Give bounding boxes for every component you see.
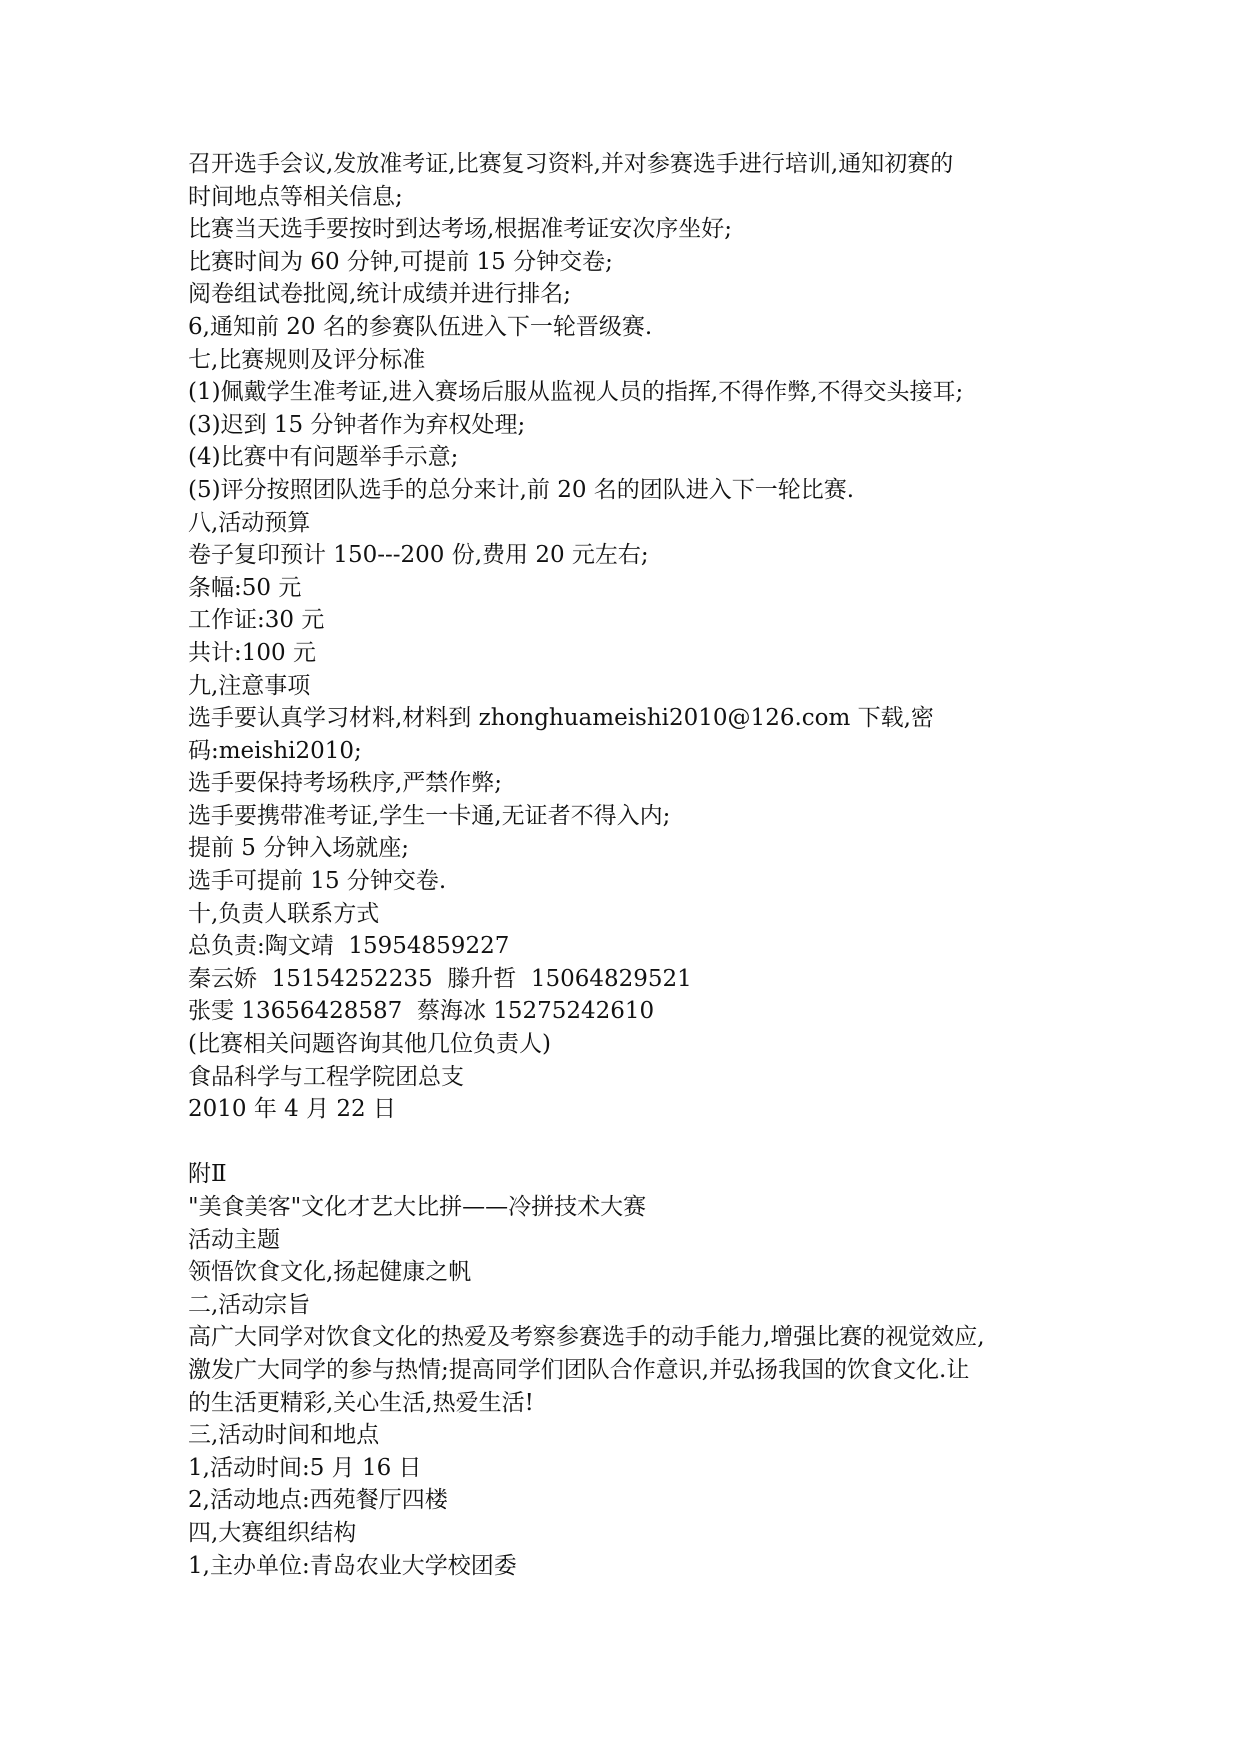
text-line: 码:meishi2010;	[188, 737, 362, 764]
text-line: 激发广大同学的参与热情;提高同学们团队合作意识,并弘扬我国的饮食文化.让	[188, 1356, 970, 1383]
section-heading: 七,比赛规则及评分标准	[188, 346, 426, 373]
text-line: 时间地点等相关信息;	[188, 183, 403, 210]
text-line: 工作证:30 元	[188, 607, 325, 634]
text-line: 选手要携带准考证,学生一卡通,无证者不得入内;	[188, 802, 671, 829]
text-line: 共计:100 元	[188, 639, 316, 666]
text-line: 提前 5 分钟入场就座;	[188, 835, 410, 862]
text-line: 1,主办单位:青岛农业大学校团委	[188, 1552, 517, 1579]
text-line: 召开选手会议,发放准考证,比赛复习资料,并对参赛选手进行培训,通知初赛的	[188, 151, 954, 177]
text-line: 卷子复印预计 150---200 份,费用 20 元左右;	[188, 542, 649, 569]
document-body	[188, 148, 1088, 1582]
text-line: 1,活动时间:5 月 16 日	[188, 1454, 422, 1481]
text-line: 领悟饮食文化,扬起健康之帆	[188, 1259, 472, 1286]
text-line: 2,活动地点:西苑餐厅四楼	[188, 1487, 448, 1514]
text-line: (3)迟到 15 分钟者作为弃权处理;	[188, 411, 526, 438]
contact-line: 秦云娇 15154252235 滕升哲 15064829521	[188, 965, 692, 992]
section-heading: 八,活动预算	[188, 509, 311, 536]
signature-organization: 食品科学与工程学院团总支	[188, 1063, 464, 1090]
text-line: (比赛相关问题咨询其他几位负责人)	[188, 1031, 551, 1058]
appendix-title: "美食美客"文化才艺大比拼——冷拼技术大赛	[188, 1194, 647, 1220]
section-heading: 九,注意事项	[188, 672, 311, 699]
blank-line	[188, 1126, 1088, 1159]
text-line: 高广大同学对饮食文化的热爱及考察参赛选手的动手能力,增强比赛的视觉效应,	[188, 1324, 985, 1351]
text-line: (5)评分按照团队选手的总分来计,前 20 名的团队进入下一轮比赛.	[188, 476, 855, 503]
section-heading: 十,负责人联系方式	[188, 900, 380, 927]
section-heading: 二,活动宗旨	[188, 1291, 311, 1318]
text-line: (1)佩戴学生准考证,进入赛场后服从监视人员的指挥,不得作弊,不得交头接耳;	[188, 379, 964, 406]
text-line: 6,通知前 20 名的参赛队伍进入下一轮晋级赛.	[188, 313, 653, 340]
text-line: 选手可提前 15 分钟交卷.	[188, 868, 447, 895]
text-line: 选手要保持考场秩序,严禁作弊;	[188, 770, 503, 797]
text-line: (4)比赛中有问题举手示意;	[188, 444, 459, 471]
contact-line: 总负责:陶文靖 15954859227	[188, 933, 510, 960]
text-line: 比赛当天选手要按时到达考场,根据准考证安次序坐好;	[188, 216, 733, 243]
section-heading: 活动主题	[188, 1226, 280, 1253]
signature-date: 2010 年 4 月 22 日	[188, 1096, 396, 1123]
text-line: 选手要认真学习材料,材料到 zhonghuameishi2010@126.com 下载,密	[188, 705, 934, 732]
contact-line: 张雯 13656428587 蔡海冰 15275242610	[188, 998, 655, 1025]
text-line: 条幅:50 元	[188, 574, 302, 601]
text-line: 阅卷组试卷批阅,统计成绩并进行排名;	[188, 281, 572, 308]
section-heading: 四,大赛组织结构	[188, 1519, 357, 1546]
text-line: 比赛时间为 60 分钟,可提前 15 分钟交卷;	[188, 248, 613, 275]
section-heading: 三,活动时间和地点	[188, 1422, 380, 1449]
appendix-label: 附Ⅱ	[188, 1161, 227, 1188]
text-line: 的生活更精彩,关心生活,热爱生活!	[188, 1389, 534, 1416]
